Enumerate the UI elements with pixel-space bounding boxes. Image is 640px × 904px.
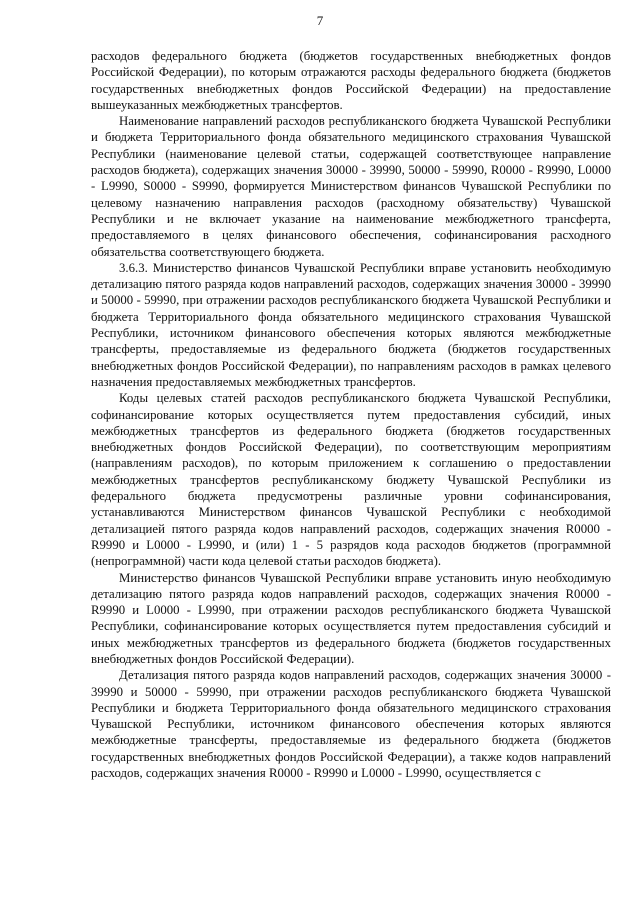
paragraph-target-codes: Коды целевых статей расходов республиканского бюджета Чувашской Республики, софинансирование которых осуществляется путем предоставления субсидий, иных межбюджетных трансфертов из федерального бюджета (бюджетов государственных внебюджетных фондов Российской Федерации), по соответствующим мероприятиям (направлениям расходов), по которым приложением к соглашению о предоставлении межбюджетных трансфертов республиканскому бюджету Чувашской Республики из федерального бюджета предусмотрены различные уровни софинансирования, устанавливаются Министерством финансов Чувашской Республики с необходимой детализацией пятого разряда кодов направлений расходов, содержащих значения R0000 - R9990 и L0000 - L9990, и (или) 1 - 5 разрядов кода расходов бюджетов (программной (непрограммной) части кода целевой статьи расходов бюджета). <box>91 391 611 569</box>
paragraph-fifth-digit-detailing: Детализация пятого разряда кодов направлений расходов, содержащих значения 30000 - 39990 и 50000 - 59990, при отражении расходов республиканского бюджета Чувашской Республики и бюджета Территориального фонда обязательного медицинского страхования Чувашской Республики, источником финансового обеспечения которых являются межбюджетные трансферты, предоставляемые из федерального бюджета (бюджетов государственных внебюджетных фондов Российской Федерации), а также кодов направлений расходов, содержащих значения R0000 - R9990 и L0000 - L9990, осуществляется с <box>91 668 611 781</box>
document-body <box>91 48 611 781</box>
page-number: 7 <box>316 13 324 28</box>
paragraph-ministry-detailing: Министерство финансов Чувашской Республики вправе установить иную необходимую детализацию пятого разряда кодов направлений расходов, содержащих значения R0000 - R9990 и L0000 - L9990, при отражении расходов республиканского бюджета Чувашской Республики, софинансирование которых осуществляется путем предоставления субсидий и иных межбюджетных трансфертов из федерального бюджета (бюджетов государственных внебюджетных фондов Российской Федерации). <box>91 570 611 666</box>
paragraph-continuation: расходов федерального бюджета (бюджетов государственных внебюджетных фондов Российской Федерации), по которым отражаются расходы федерального бюджета (бюджетов государственных внебюджетных фондов Российской Федерации) на предоставление вышеуказанных межбюджетных трансфертов. <box>91 49 611 112</box>
paragraph-3-6-3: 3.6.3. Министерство финансов Чувашской Республики вправе установить необходимую детализацию пятого разряда кодов направлений расходов, содержащих значения 30000 - 39990 и 50000 - 59990, при отражении расходов республиканского бюджета Чувашской Республики и бюджета Территориального фонда обязательного медицинского страхования Чувашской Республики, источником финансового обеспечения которых являются межбюджетные трансферты, предоставляемые из федерального бюджета (бюджетов государственных внебюджетных фондов Российской Федерации), по направлениям расходов в рамках целевого назначения предоставляемых межбюджетных трансфертов. <box>91 260 611 389</box>
paragraph-naming-directions: Наименование направлений расходов республиканского бюджета Чувашской Республики и бюджета Территориального фонда обязательного медицинского страхования Чувашской Республики (наименование целевой статьи, содержащей соответствующее направление расходов бюджета), содержащих значения 30000 - 39990, 50000 - 59990, R0000 - R9990, L0000 - L9990, S0000 - S9990, формируется Министерством финансов Чувашской Республики по целевому назначению направления расходов (расходному обязательству) Чувашской Республики и не включает указание на наименование межбюджетного трансферта, предоставляемого в целях финансового обеспечения, софинансирования расходного обязательства соответствующего бюджета. <box>91 114 611 259</box>
